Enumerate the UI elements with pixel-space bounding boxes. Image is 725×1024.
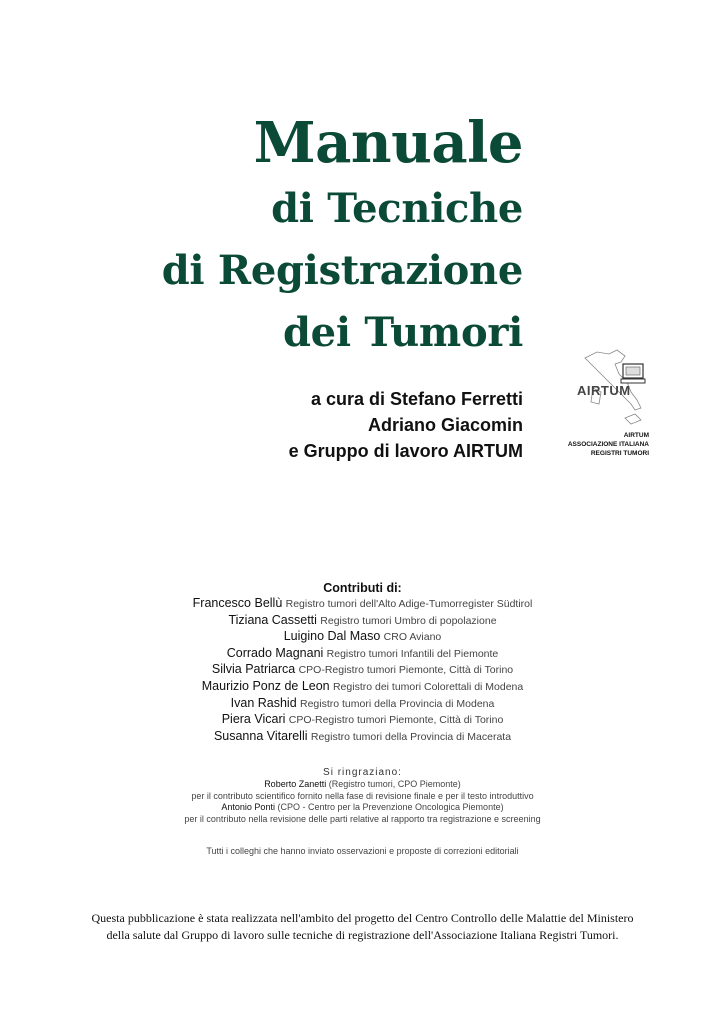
contributor-name: Luigino Dal Maso <box>283 629 381 644</box>
contributors-section <box>0 580 725 745</box>
editors-line-2: Adriano Giacomin <box>367 415 523 435</box>
contributor-affiliation: CPO-Registro tumori Piemonte, Città di Torino <box>288 714 504 727</box>
contributor-affiliation: Registro tumori dell'Alto Adige-Tumorregister Südtirol <box>285 598 533 610</box>
acknowledgement-affiliation: (CPO - Centro per la Prevenzione Oncologica Piemonte) <box>277 802 504 812</box>
contributors-list <box>0 596 725 745</box>
contributors-heading: Contributi di: <box>323 581 402 595</box>
title-line-3: di Registrazione <box>161 247 523 294</box>
contributor-row <box>0 596 725 613</box>
editors-line-3: e Gruppo di lavoro AIRTUM <box>288 441 523 461</box>
logo-caption-line-1: AIRTUM <box>623 432 649 439</box>
contributor-name: Maurizio Ponz de Leon <box>201 678 330 693</box>
contributor-row <box>0 679 725 696</box>
contributor-row <box>0 613 725 630</box>
contributor-name: Silvia Patriarca <box>211 662 296 677</box>
acknowledgement-affiliation: (Registro tumori, CPO Piemonte) <box>328 779 461 789</box>
contributor-affiliation: Registro tumori della Provincia di Modena <box>300 697 495 710</box>
acknowledgement-name: Roberto Zanetti <box>264 779 327 789</box>
contributor-affiliation: Registro tumori Umbro di popolazione <box>320 614 497 627</box>
acknowledgements-heading: Si ringraziano: <box>323 767 402 778</box>
contributor-row <box>0 662 725 679</box>
title-block <box>162 108 523 364</box>
logo-wordmark: AIRTUM <box>577 383 631 398</box>
title-line-1: Manuale <box>253 110 523 176</box>
title-line-4: dei Tumori <box>283 309 523 356</box>
acknowledgements-section <box>0 766 725 825</box>
acknowledgement-reason-1: per il contributo scientifico fornito nella fase di revisione finale e per il testo introduttivo <box>191 790 534 801</box>
acknowledgement-reason-2: per il contributo nella revisione delle parti relative al rapporto tra registrazione e screening <box>184 813 541 824</box>
contributor-name: Tiziana Cassetti <box>228 612 317 627</box>
acknowledgement-person-1 <box>0 779 725 791</box>
logo-caption-line-3: REGISTRI TUMORI <box>590 450 649 457</box>
contributor-name: Ivan Rashid <box>230 695 297 710</box>
contributor-row <box>0 712 725 729</box>
contributor-affiliation: CPO-Registro tumori Piemonte, Città di Torino <box>298 664 514 677</box>
contributor-affiliation: Registro tumori della Provincia di Macerata <box>310 730 512 743</box>
colleagues-note: Tutti i colleghi che hanno inviato osservazioni e proposte di correzioni editoriali <box>206 846 519 856</box>
contributor-row <box>0 629 725 646</box>
logo-caption-line-2: ASSOCIAZIONE ITALIANA <box>567 441 649 448</box>
contributor-affiliation: Registro tumori Infantili del Piemonte <box>326 647 499 660</box>
acknowledgement-name: Antonio Ponti <box>221 802 275 812</box>
contributor-name: Francesco Bellù <box>192 596 283 610</box>
publication-note-line-1: Questa pubblicazione è stata realizzata nell'ambito del progetto del Centro Controllo delle Malattie del Ministero <box>91 911 634 925</box>
contributor-name: Piera Vicari <box>221 712 286 727</box>
contributor-affiliation: CRO Aviano <box>383 631 442 644</box>
acknowledgement-person-2 <box>0 802 725 814</box>
contributor-name: Corrado Magnani <box>226 645 324 660</box>
contributor-name: Susanna Vitarelli <box>213 728 308 743</box>
logo-caption <box>568 431 649 458</box>
editors-block <box>289 386 523 464</box>
editors-line-1: a cura di Stefano Ferretti <box>310 389 523 409</box>
publication-note-line-2: della salute dal Gruppo di lavoro sulle tecniche di registrazione dell'Associazione Italiana Registri Tumori. <box>106 928 619 942</box>
title-line-2: di Tecniche <box>271 185 523 232</box>
contributor-affiliation: Registro dei tumori Colorettali di Modena <box>332 680 524 693</box>
contributor-row <box>0 696 725 713</box>
contributor-row <box>0 729 725 746</box>
contributor-row <box>0 646 725 663</box>
publication-note <box>0 910 725 944</box>
